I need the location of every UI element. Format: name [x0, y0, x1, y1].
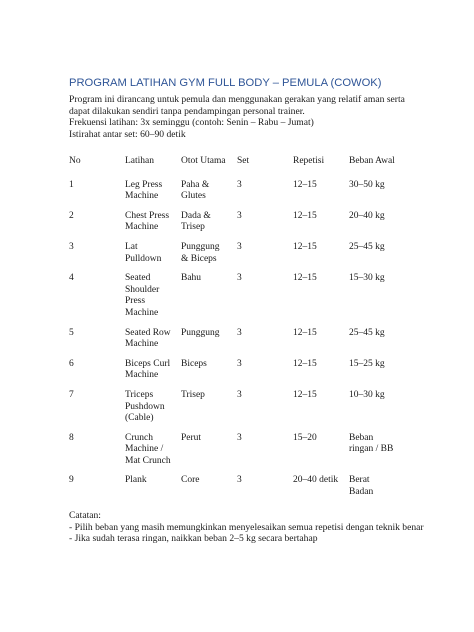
- row-set-text: 3: [237, 327, 242, 338]
- row-exercise: [125, 328, 181, 359]
- row-exercise: [125, 475, 181, 506]
- row-exercise: [125, 180, 181, 211]
- row-muscle-text: Perut: [181, 432, 202, 443]
- row-load: [349, 328, 429, 359]
- row-reps-text: 12–15: [293, 327, 317, 338]
- row-reps: [293, 180, 349, 211]
- row-set-text: 3: [237, 273, 242, 284]
- header-set: Set: [237, 156, 250, 166]
- row-no: [69, 475, 125, 506]
- row-set-text: 3: [237, 475, 242, 486]
- row-reps-text: 12–15: [293, 241, 317, 252]
- row-no: [69, 180, 125, 211]
- row-load: [349, 390, 429, 433]
- row-muscle-text: Punggung & Biceps: [181, 241, 220, 264]
- row-no-text: 1: [69, 179, 74, 190]
- row-exercise: [125, 211, 181, 242]
- table-row: [69, 475, 429, 506]
- row-muscle-text: Punggung: [181, 327, 220, 338]
- table-row: [69, 273, 429, 327]
- row-reps-text: 15–20: [293, 432, 317, 443]
- table-row: [69, 242, 429, 273]
- workout-table: [69, 156, 429, 507]
- row-exercise-text: Seated Row Machine: [125, 327, 171, 350]
- row-exercise-text: Lat Pulldown: [125, 241, 162, 264]
- row-no: [69, 242, 125, 273]
- row-load: [349, 180, 429, 211]
- row-no: [69, 433, 125, 476]
- row-load: [349, 211, 429, 242]
- row-load: [349, 475, 429, 506]
- table-row: [69, 328, 429, 359]
- row-load-text: 25–45 kg: [349, 241, 385, 252]
- row-load-text: 15–25 kg: [349, 358, 385, 369]
- row-load: [349, 433, 429, 476]
- row-load-text: Beban ringan / BB: [349, 432, 394, 455]
- row-load: [349, 359, 429, 390]
- row-set-text: 3: [237, 241, 242, 252]
- intro-paragraph: [69, 94, 409, 140]
- row-reps: [293, 359, 349, 390]
- row-no: [69, 328, 125, 359]
- row-no: [69, 211, 125, 242]
- row-exercise: [125, 390, 181, 433]
- row-exercise-text: Biceps Curl Machine: [125, 358, 171, 381]
- row-reps-text: 12–15: [293, 389, 317, 400]
- row-no-text: 9: [69, 475, 74, 486]
- row-muscle: [181, 390, 237, 433]
- row-set: [237, 433, 293, 476]
- row-load-text: 25–45 kg: [349, 327, 385, 338]
- row-muscle: [181, 180, 237, 211]
- row-muscle-text: Bahu: [181, 273, 202, 284]
- row-set-text: 3: [237, 389, 242, 400]
- row-exercise-text: Triceps Pushdown (Cable): [125, 389, 165, 424]
- row-set: [237, 359, 293, 390]
- row-set-text: 3: [237, 210, 242, 221]
- row-reps: [293, 433, 349, 476]
- row-load: [349, 242, 429, 273]
- row-no-text: 6: [69, 358, 74, 369]
- row-no-text: 3: [69, 241, 74, 252]
- header-exercise: Latihan: [125, 156, 155, 166]
- header-muscle: Otot Utama: [181, 156, 226, 166]
- row-load-text: 30–50 kg: [349, 179, 385, 190]
- row-muscle: [181, 328, 237, 359]
- row-reps-text: 12–15: [293, 179, 317, 190]
- intro-description: Program ini dirancang untuk pemula dan menggunakan gerakan yang relatif aman serta dapat dilakukan sendiri tanpa pendampingan personal trainer.: [69, 94, 405, 117]
- document-title: PROGRAM LATIHAN GYM FULL BODY – PEMULA (COWOK): [69, 77, 382, 89]
- row-reps-text: 20–40 detik: [293, 475, 339, 486]
- row-reps: [293, 273, 349, 327]
- row-load: [349, 273, 429, 327]
- row-set: [237, 180, 293, 211]
- row-set-text: 3: [237, 179, 242, 190]
- row-reps-text: 12–15: [293, 358, 317, 369]
- row-set: [237, 328, 293, 359]
- row-reps: [293, 475, 349, 506]
- row-no: [69, 273, 125, 327]
- row-set: [237, 242, 293, 273]
- row-no-text: 4: [69, 273, 74, 284]
- table-header-row: [69, 156, 429, 180]
- row-load-text: Berat Badan: [349, 475, 374, 498]
- row-set: [237, 211, 293, 242]
- row-muscle: [181, 242, 237, 273]
- row-exercise: [125, 433, 181, 476]
- row-set: [237, 475, 293, 506]
- intro-frequency: Frekuensi latihan: 3x seminggu (contoh: Senin – Rabu – Jumat): [69, 117, 314, 129]
- row-exercise-text: Chest Press Machine: [125, 210, 170, 233]
- table-row: [69, 359, 429, 390]
- row-muscle-text: Core: [181, 475, 200, 486]
- row-no-text: 8: [69, 432, 74, 443]
- row-exercise-text: Seated Shoulder Press Machine: [125, 273, 160, 318]
- row-no-text: 7: [69, 389, 74, 400]
- row-reps: [293, 390, 349, 433]
- row-no: [69, 359, 125, 390]
- row-muscle: [181, 475, 237, 506]
- table-row: [69, 433, 429, 476]
- row-muscle-text: Dada & Trisep: [181, 210, 211, 233]
- table-row: [69, 390, 429, 433]
- row-exercise-text: Plank: [125, 475, 147, 486]
- row-muscle: [181, 359, 237, 390]
- header-reps: Repetisi: [293, 156, 325, 166]
- row-load-text: 20–40 kg: [349, 210, 385, 221]
- notes-section: [69, 510, 429, 545]
- row-load-text: 15–30 kg: [349, 273, 385, 284]
- row-exercise: [125, 273, 181, 327]
- row-muscle-text: Trisep: [181, 389, 205, 400]
- row-muscle-text: Paha & Glutes: [181, 179, 210, 202]
- table-body: [69, 180, 429, 507]
- header-load: Beban Awal: [349, 156, 395, 166]
- row-muscle: [181, 273, 237, 327]
- notes-heading: Catatan:: [69, 510, 101, 521]
- header-no: No: [69, 156, 81, 166]
- row-no-text: 2: [69, 210, 74, 221]
- row-set: [237, 390, 293, 433]
- row-no-text: 5: [69, 327, 74, 338]
- table-row: [69, 211, 429, 242]
- row-exercise-text: Leg Press Machine: [125, 179, 163, 202]
- intro-rest: Istirahat antar set: 60–90 detik: [69, 128, 186, 140]
- note-item: - Jika sudah terasa ringan, naikkan beban 2–5 kg secara bertahap: [69, 533, 318, 545]
- row-set-text: 3: [237, 432, 242, 443]
- row-muscle-text: Biceps: [181, 358, 207, 369]
- row-muscle: [181, 211, 237, 242]
- row-set: [237, 273, 293, 327]
- row-no: [69, 390, 125, 433]
- table-row: [69, 180, 429, 211]
- row-muscle: [181, 433, 237, 476]
- row-exercise: [125, 242, 181, 273]
- row-load-text: 10–30 kg: [349, 389, 385, 400]
- note-item: - Pilih beban yang masih memungkinkan menyelesaikan semua repetisi dengan teknik benar: [69, 521, 424, 533]
- row-exercise-text: Crunch Machine / Mat Crunch: [125, 432, 171, 466]
- row-reps-text: 12–15: [293, 273, 317, 284]
- row-reps: [293, 328, 349, 359]
- row-reps: [293, 242, 349, 273]
- row-reps: [293, 211, 349, 242]
- row-reps-text: 12–15: [293, 210, 317, 221]
- row-set-text: 3: [237, 358, 242, 369]
- row-exercise: [125, 359, 181, 390]
